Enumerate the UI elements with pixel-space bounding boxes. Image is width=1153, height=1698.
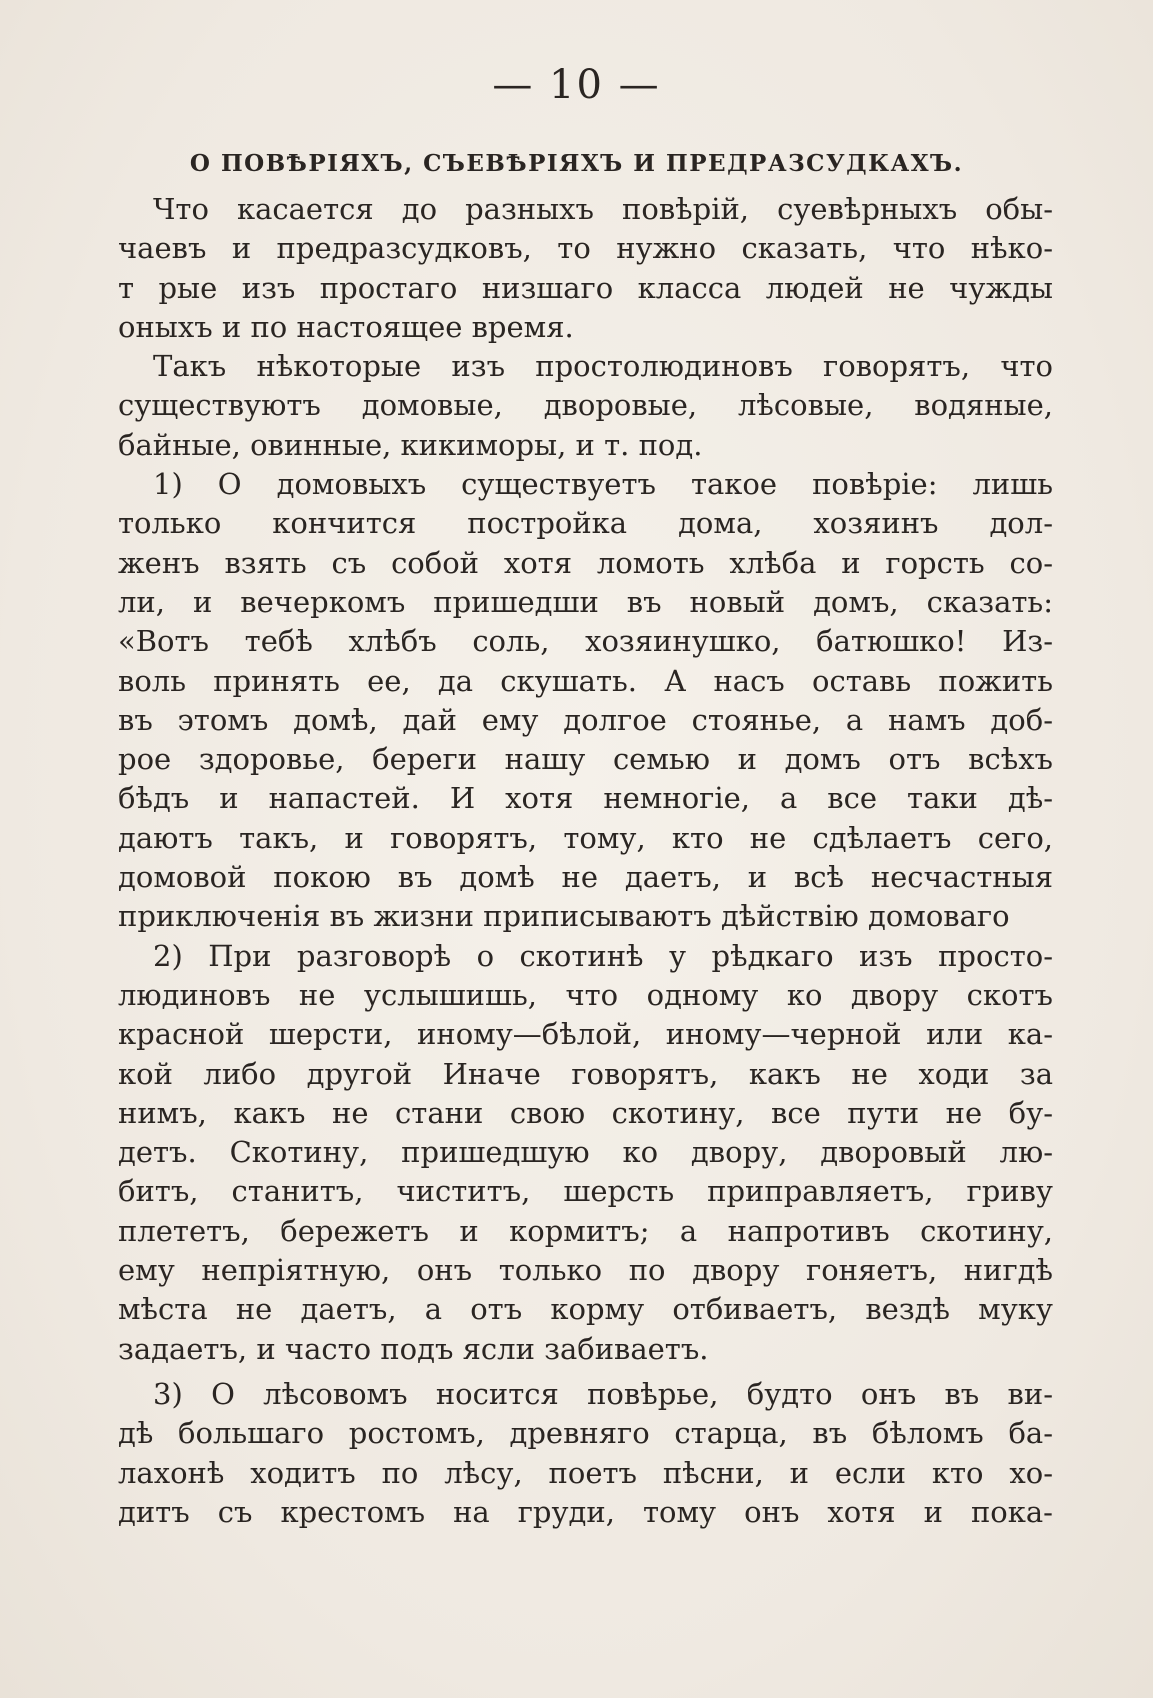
page-number: — 10 — [492, 62, 661, 108]
text-line: 1) О домовыхъ существуетъ такое повѣріе: лишь [153, 467, 1053, 502]
text-line: задаетъ, и часто подъ ясли забиваетъ. [118, 1331, 709, 1366]
text-line: красной шерсти, иному—бѣлой, иному—черной или ка- [118, 1017, 1053, 1052]
body-text [118, 190, 1053, 1532]
text-line: домовой покою въ домѣ не даетъ, и всѣ несчастныя [118, 860, 1053, 895]
text-line: бѣдъ и напастей. И хотя немногіе, а все таки дѣ- [118, 781, 1053, 816]
text-line: байные, овинные, кикиморы, и т. под. [118, 427, 703, 462]
text-line: дѣ большаго ростомъ, древняго старца, въ бѣломъ ба- [118, 1416, 1053, 1451]
text-line: т рые изъ простаго низшаго класса людей не чужды [118, 270, 1053, 305]
text-line: оныхъ и по настоящее время. [118, 309, 574, 344]
text-line: детъ. Скотину, пришедшую ко двору, дворовый лю- [118, 1135, 1053, 1170]
section-heading: О ПОВѢРІЯХЪ, СЪЕВѢРІЯХЪ И ПРЕДРАЗСУДКАХЪ. [189, 150, 964, 177]
text-line: людиновъ не услышишь, что одному ко двору скотъ [118, 977, 1053, 1012]
text-line: лахонѣ ходитъ по лѣсу, поетъ пѣсни, и если кто хо- [118, 1455, 1053, 1490]
text-line: Что касается до разныхъ повѣрій, суевѣрныхъ обы- [153, 192, 1053, 226]
text-line: плететъ, бережетъ и кормитъ; а напротивъ скотину, [118, 1213, 1053, 1248]
text-line: 2) При разговорѣ о скотинѣ у рѣдкаго изъ просто- [153, 938, 1053, 973]
text-line: рое здоровье, береги нашу семью и домъ отъ всѣхъ [118, 742, 1053, 777]
text-line: битъ, станитъ, чиститъ, шерсть приправляетъ, гриву [118, 1174, 1053, 1209]
text-line: мѣста не даетъ, а отъ корму отбиваетъ, вездѣ муку [118, 1292, 1053, 1327]
text-line: въ этомъ домѣ, дай ему долгое стоянье, а намъ доб- [118, 702, 1053, 737]
text-line: ему непріятную, онъ только по двору гоняетъ, нигдѣ [118, 1253, 1053, 1288]
text-line: даютъ такъ, и говорятъ, тому, кто не сдѣлаетъ сего, [118, 820, 1053, 855]
text-line: воль принять ее, да скушать. А насъ оставь пожить [118, 663, 1053, 698]
text-line: только кончится постройка дома, хозяинъ дол- [118, 506, 1053, 541]
text-line: приключенія въ жизни приписываютъ дѣйствію домоваго [118, 899, 1010, 934]
text-line: чаевъ и предразсудковъ, то нужно сказать, что нѣко- [118, 231, 1053, 266]
text-line: нимъ, какъ не стани свою скотину, все пути не бу- [118, 1095, 1053, 1130]
text-line: «Вотъ тебѣ хлѣбъ соль, хозяинушко, батюшко! Из- [118, 624, 1053, 659]
text-line: кой либо другой Иначе говорятъ, какъ не ходи за [118, 1056, 1053, 1091]
text-line: Такъ нѣкоторые изъ простолюдиновъ говорятъ, что [153, 349, 1053, 384]
text-line: 3) О лѣсовомъ носится повѣрье, будто онъ въ ви- [153, 1376, 1053, 1411]
text-line: дитъ съ крестомъ на груди, тому онъ хотя и пока- [118, 1494, 1053, 1529]
text-line: женъ взять съ собой хотя ломоть хлѣба и горсть со- [118, 545, 1053, 580]
text-line: ли, и вечеркомъ пришедши въ новый домъ, сказать: [118, 584, 1053, 619]
text-line: существуютъ домовые, дворовые, лѣсовые, водяные, [118, 388, 1053, 423]
